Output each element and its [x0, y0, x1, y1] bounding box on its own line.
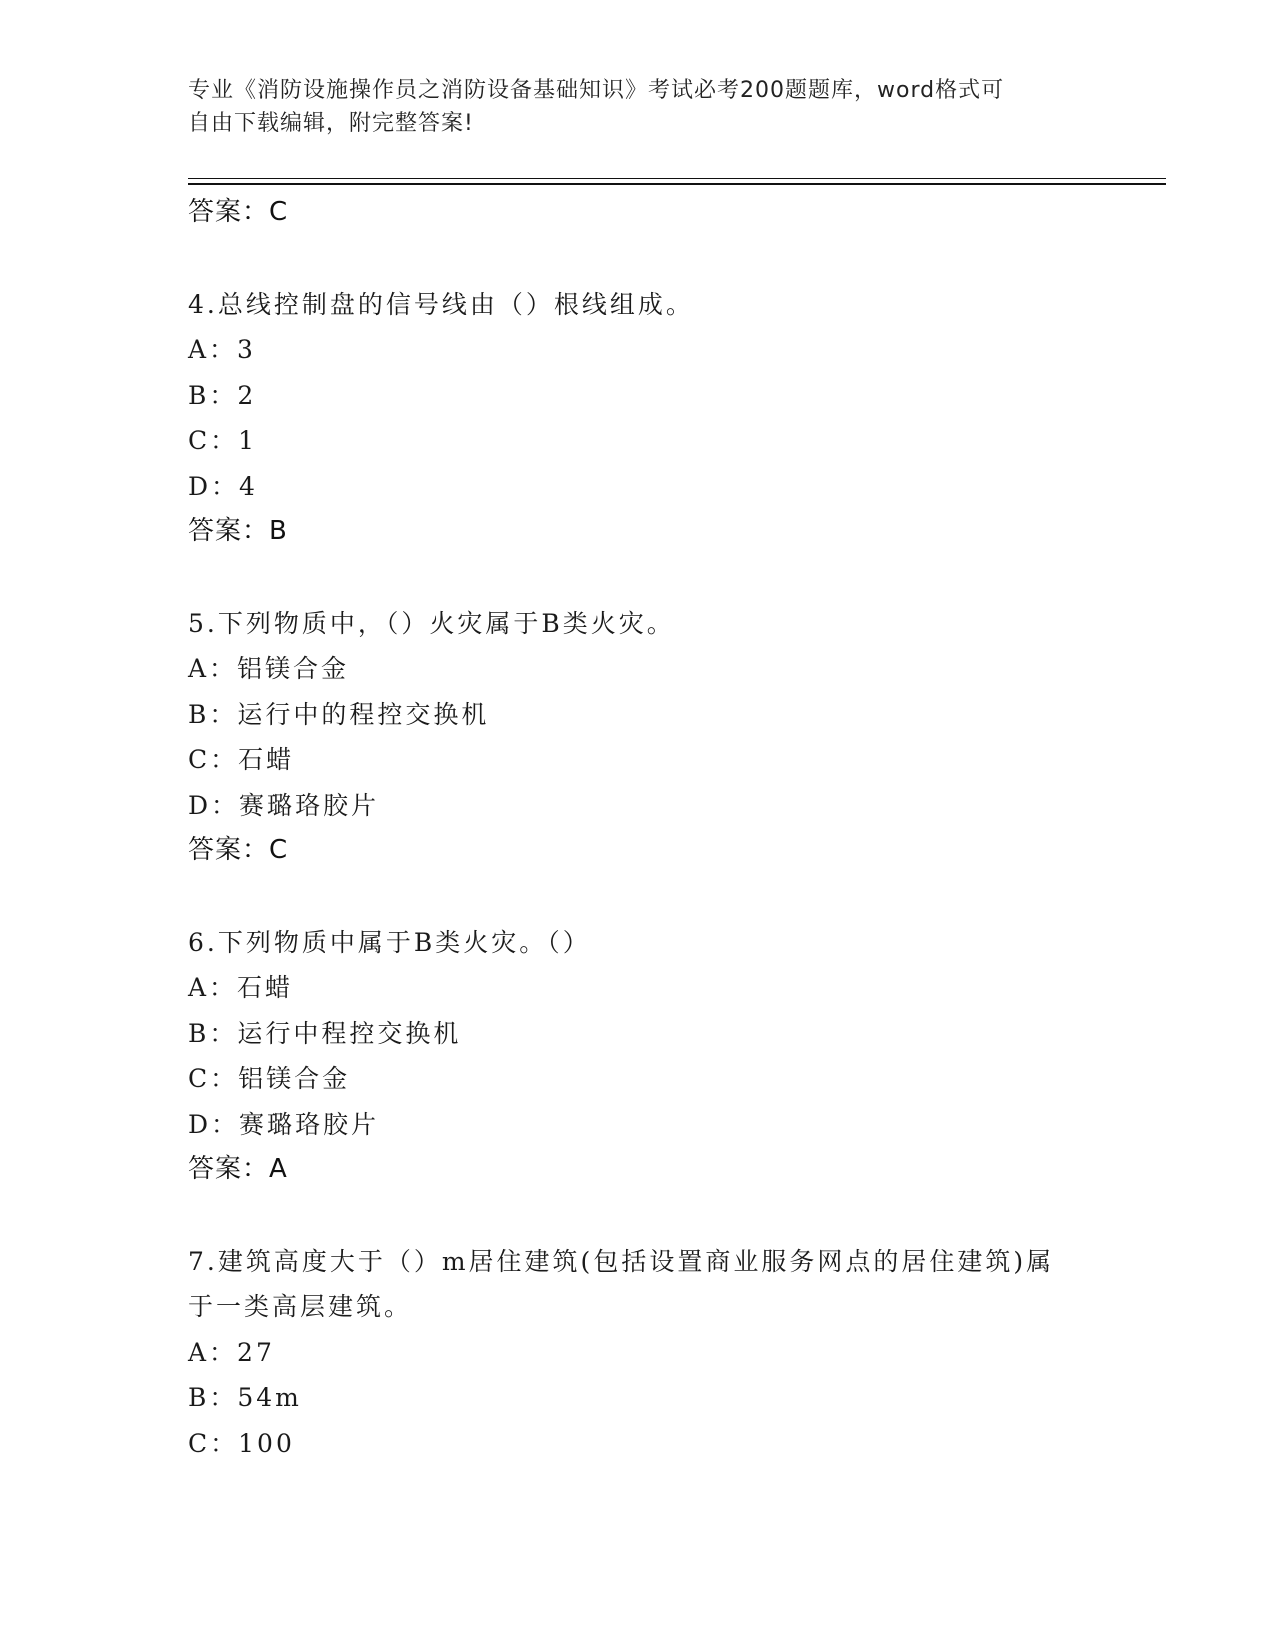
- question-6: [188, 920, 1088, 1193]
- header-line-1: 专业《消防设施操作员之消防设备基础知识》考试必考200题题库，word格式可: [188, 78, 1005, 103]
- option-d: D：赛璐珞胶片: [188, 1109, 380, 1139]
- question-stem-line-1: 7.建筑高度大于（）m居住建筑(包括设置商业服务网点的居住建筑)属: [188, 1246, 1055, 1276]
- option-c: C：100: [188, 1428, 295, 1458]
- option-c: C：铝镁合金: [188, 1064, 351, 1093]
- option-c: C：1: [188, 426, 258, 455]
- option-a: A：石蜡: [188, 973, 294, 1002]
- spacer: [188, 555, 1088, 601]
- answer-q3: 答案：C: [188, 197, 289, 227]
- option-a: A：铝镁合金: [188, 654, 350, 683]
- option-a: A：3: [188, 335, 256, 364]
- question-stem-line-2: 于一类高层建筑。: [188, 1292, 413, 1321]
- question-stem: 5.下列物质中，（）火灾属于B类火灾。: [188, 608, 675, 638]
- spacer: [188, 1193, 1088, 1239]
- question-stem: 4.总线控制盘的信号线由（）根线组成。: [188, 289, 694, 319]
- header-divider-thick: [188, 183, 1166, 185]
- document-header: [188, 74, 1088, 140]
- question-4: [188, 282, 1088, 555]
- option-d: D：赛璐珞胶片: [188, 790, 380, 820]
- answer: 答案：C: [188, 835, 289, 865]
- option-d: D：4: [188, 471, 258, 501]
- question-7: [188, 1239, 1088, 1467]
- header-line-2: 自由下载编辑，附完整答案!: [188, 111, 474, 136]
- question-stem: 6.下列物质中属于B类火灾。（）: [188, 927, 591, 957]
- option-c: C：石蜡: [188, 745, 295, 774]
- option-b: B：运行中程控交换机: [188, 1018, 462, 1048]
- question-list: [188, 190, 1088, 1466]
- option-b: B：2: [188, 380, 257, 410]
- spacer: [188, 236, 1088, 282]
- header-divider-thin: [188, 178, 1166, 179]
- option-a: A：27: [188, 1337, 275, 1367]
- option-b: B：运行中的程控交换机: [188, 699, 490, 729]
- answer: 答案：B: [188, 516, 288, 546]
- question-5: [188, 601, 1088, 874]
- option-b: B：54m: [188, 1383, 302, 1412]
- spacer: [188, 874, 1088, 920]
- answer: 答案：A: [188, 1154, 288, 1184]
